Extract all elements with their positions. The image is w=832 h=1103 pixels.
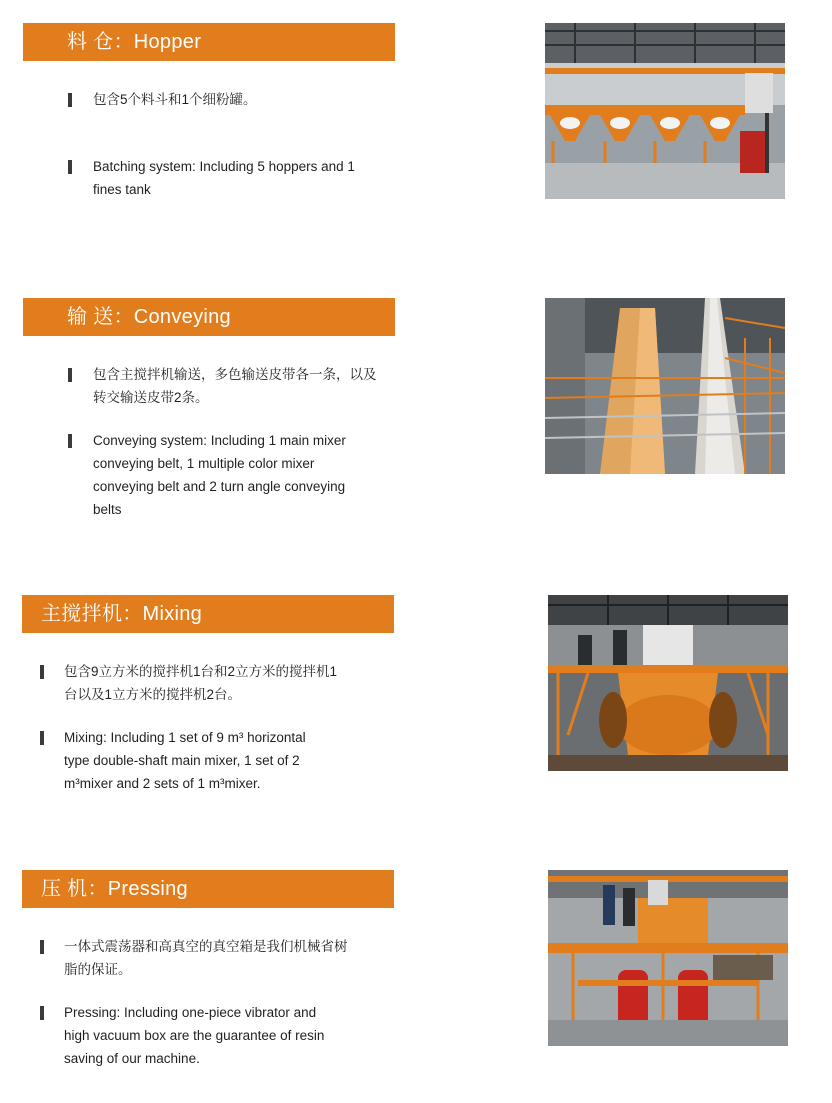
hopper-photo <box>545 23 785 199</box>
bullet-icon <box>40 665 44 679</box>
bullet-icon <box>68 160 72 174</box>
cn-description: 包含主搅拌机输送，多色输送皮带各一条，以及转交输送皮带2条。 <box>93 367 377 405</box>
section-title: 压 机：Pressing <box>22 870 394 908</box>
cn-description: 包含5个料斗和1个细粉罐。 <box>93 92 257 107</box>
section-title: 输 送：Conveying <box>23 298 395 336</box>
bullet-icon <box>40 1006 44 1020</box>
bullet-icon <box>40 940 44 954</box>
bullet-icon <box>68 368 72 382</box>
en-description: Batching system: Including 5 hoppers and 1 fines tank <box>93 159 355 197</box>
bullet-icon <box>68 434 72 448</box>
cn-description: 一体式震荡器和高真空的真空箱是我们机械省树脂的保证。 <box>64 939 348 977</box>
cn-description: 包含9立方米的搅拌机1台和2立方米的搅拌机1台以及1立方米的搅拌机2台。 <box>64 664 338 702</box>
conveyor-photo <box>545 298 785 474</box>
section-title: 料 仓：Hopper <box>23 23 395 61</box>
mixer-photo <box>548 595 788 771</box>
bullet-icon <box>40 731 44 745</box>
en-description: Pressing: Including one-piece vibrator and high vacuum box are the guarantee of resin saving of our machine. <box>64 1005 325 1066</box>
bullet-icon <box>68 93 72 107</box>
en-description: Conveying system: Including 1 main mixer conveying belt, 1 multiple color mixer conveying belt and 2 turn angle conveying belts <box>93 433 346 517</box>
en-description: Mixing: Including 1 set of 9 m³ horizontal type double-shaft main mixer, 1 set of 2 m³mixer and 2 sets of 1 m³mixer. <box>64 730 306 791</box>
section-title: 主搅拌机：Mixing <box>22 595 394 633</box>
press-photo <box>548 870 788 1046</box>
